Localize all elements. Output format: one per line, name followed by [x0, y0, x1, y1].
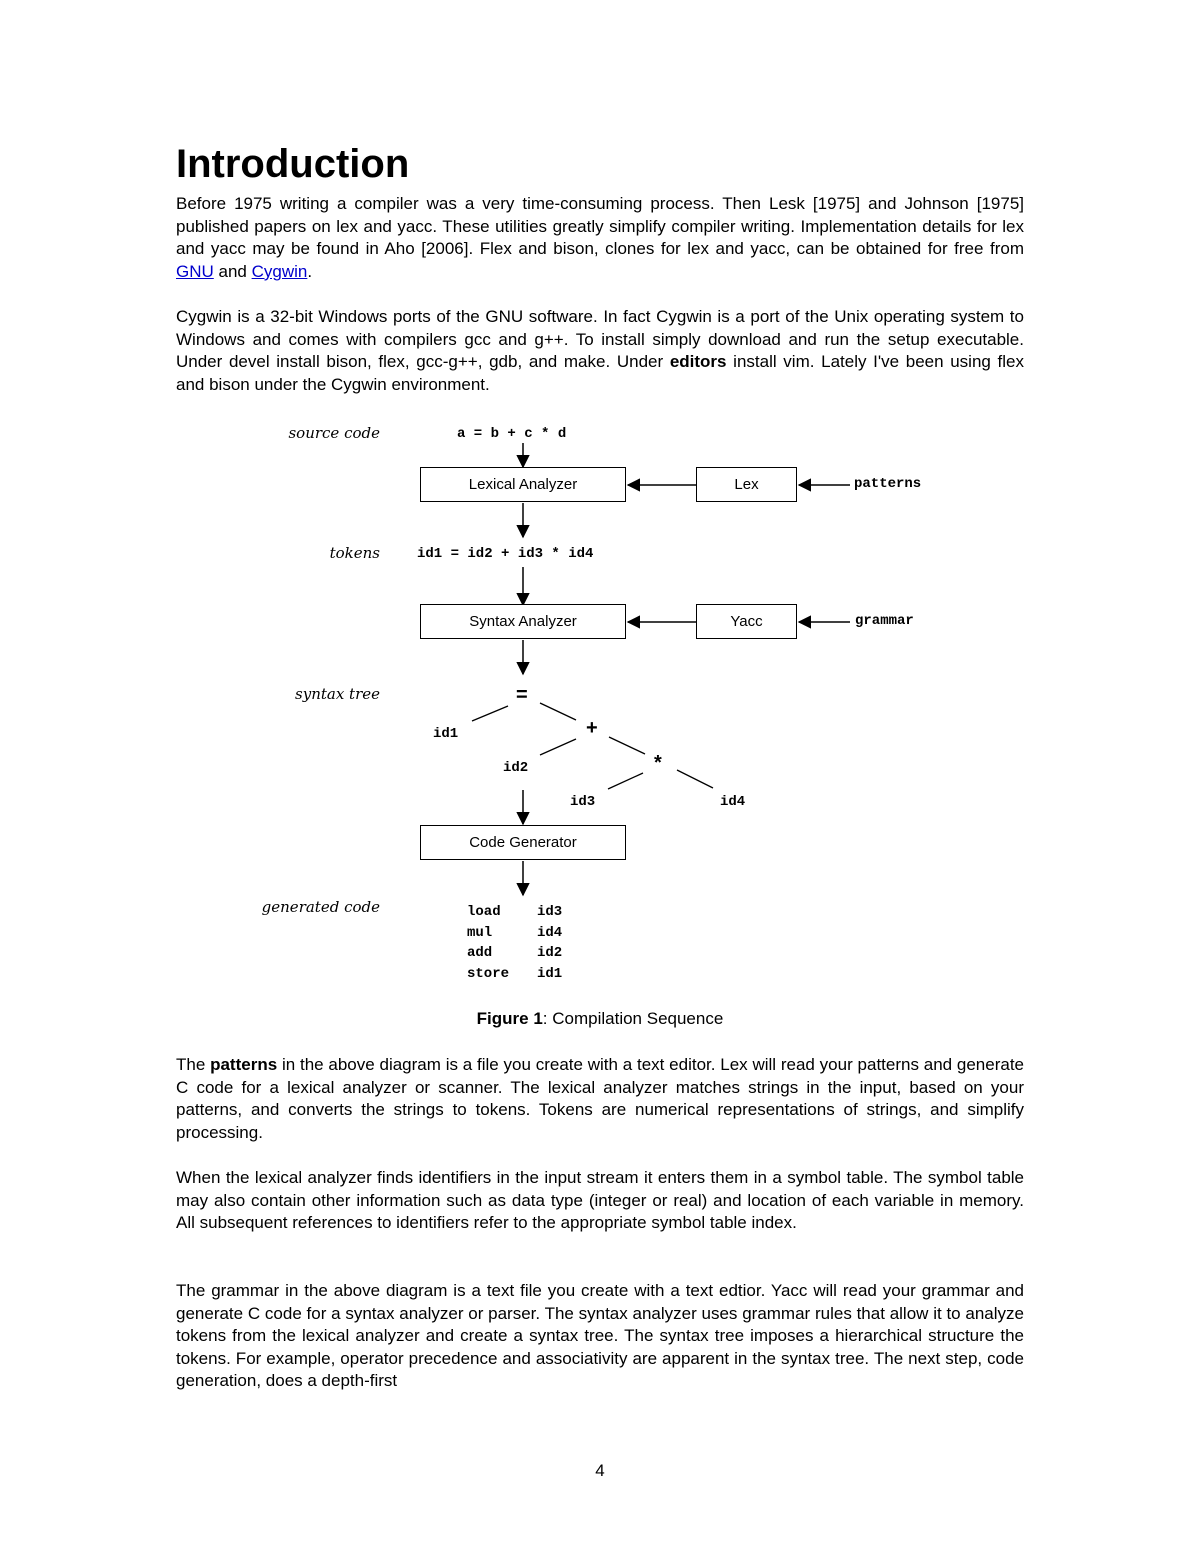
tree-edge-star-id4: [677, 770, 713, 788]
tree-node-id1: id1: [433, 726, 459, 742]
symbol-table-paragraph: When the lexical analyzer finds identifiers in the input stream it enters them in a symbol table. The symbol table may also contain other information such as data type (integer or real) and location of each variable in memory. All subsequent references to identifiers refer to the appropriate symbol table index.: [176, 1168, 1024, 1233]
tree-node-id2: id2: [503, 760, 529, 776]
code-arg-id4: id4: [537, 925, 563, 941]
figure-caption: [0, 1009, 1200, 1029]
editors-bold: editors: [669, 352, 727, 372]
cygwin-paragraph: [176, 306, 1024, 396]
intro-paragraph: [176, 193, 1024, 283]
tree-node-assign: =: [516, 684, 528, 706]
code-op-store: store: [467, 966, 510, 982]
tree-node-plus: +: [586, 717, 598, 739]
figure-label: Figure 1: [476, 1009, 543, 1028]
tree-edge-plus-star: [609, 737, 645, 754]
patterns-text-start: The: [176, 1055, 211, 1074]
patterns-input: patterns: [854, 476, 922, 492]
tree-node-id3: id3: [570, 794, 596, 810]
gnu-link[interactable]: GNU: [176, 261, 214, 281]
grammar-input: grammar: [855, 613, 914, 629]
label-generated-code: generated code: [261, 898, 380, 916]
label-tokens: tokens: [329, 544, 380, 562]
code-op-load: load: [467, 904, 501, 920]
tree-edge-plus-id2: [540, 739, 576, 755]
patterns-bold: patterns: [210, 1055, 278, 1074]
code-op-mul: mul: [467, 925, 493, 941]
token-expression: id1 = id2 + id3 * id4: [417, 546, 594, 562]
tree-node-id4: id4: [720, 794, 746, 810]
code-op-add: add: [467, 945, 493, 961]
code-arg-id1: id1: [537, 966, 563, 982]
tree-edge-eq-plus: [540, 703, 576, 720]
tree-node-star: *: [654, 752, 662, 774]
code-generator-box: Code Generator: [420, 825, 626, 860]
cygwin-link[interactable]: Cygwin: [251, 261, 308, 281]
intro-period: .: [307, 261, 313, 281]
tree-edge-star-id3: [608, 773, 643, 789]
page-title: Introduction: [176, 142, 410, 186]
intro-and-text: and: [213, 261, 252, 281]
compilation-diagram: [0, 415, 1200, 1015]
figure-caption-text: : Compilation Sequence: [542, 1009, 724, 1028]
patterns-paragraph: [176, 1054, 1024, 1144]
code-arg-id3: id3: [537, 904, 563, 920]
syntax-analyzer-box: Syntax Analyzer: [420, 604, 626, 639]
diagram-connectors: [0, 415, 1200, 1015]
yacc-box: Yacc: [696, 604, 797, 639]
tree-edge-eq-id1: [472, 706, 508, 721]
cygwin-text-end: install vim. Lately I've been using flex and bison under the Cygwin environment.: [176, 352, 1024, 394]
lexical-analyzer-box: Lexical Analyzer: [420, 467, 626, 502]
label-source-code: source code: [288, 424, 380, 442]
label-syntax-tree: syntax tree: [295, 685, 380, 703]
page-number: 4: [595, 1461, 605, 1480]
lex-box: Lex: [696, 467, 797, 502]
intro-text: Before 1975 writing a compiler was a very time-consuming process. Then Lesk [1975] and Johnson [1975] published papers on lex and yacc. These utilities greatly simplify compiler writing. Implementation details for lex and yacc may be found in Aho [2006]. Flex and bison, clones for lex and yacc, can be obtained for free from: [176, 194, 1024, 259]
cygwin-text: Cygwin is a 32-bit Windows ports of the GNU software. In fact Cygwin is a port of the Unix operating system to Windows and comes with compilers gcc and g++. To install simply download and run the setup executable. Under devel install bison, flex, gcc-g++, gdb, and make. Under: [176, 307, 1024, 372]
patterns-text: in the above diagram is a file you create with a text editor. Lex will read your patterns and generate C code for a lexical analyzer or scanner. The lexical analyzer matches strings in the input, based on your patterns, and converts the strings to tokens. Tokens are numerical representations of strings, and simplify processing.: [176, 1055, 1024, 1142]
source-expression: a = b + c * d: [457, 426, 567, 442]
grammar-paragraph: The grammar in the above diagram is a text file you create with a text edtior. Yacc will read your grammar and generate C code for a syntax analyzer or parser. The syntax analyzer uses grammar rules that allow it to analyze tokens from the lexical analyzer and create a syntax tree. The syntax tree imposes a hierarchical structure the tokens. For example, operator precedence and associativity are apparent in the syntax tree. The next step, code generation, does a depth-first: [176, 1281, 1024, 1391]
code-arg-id2: id2: [537, 945, 563, 961]
